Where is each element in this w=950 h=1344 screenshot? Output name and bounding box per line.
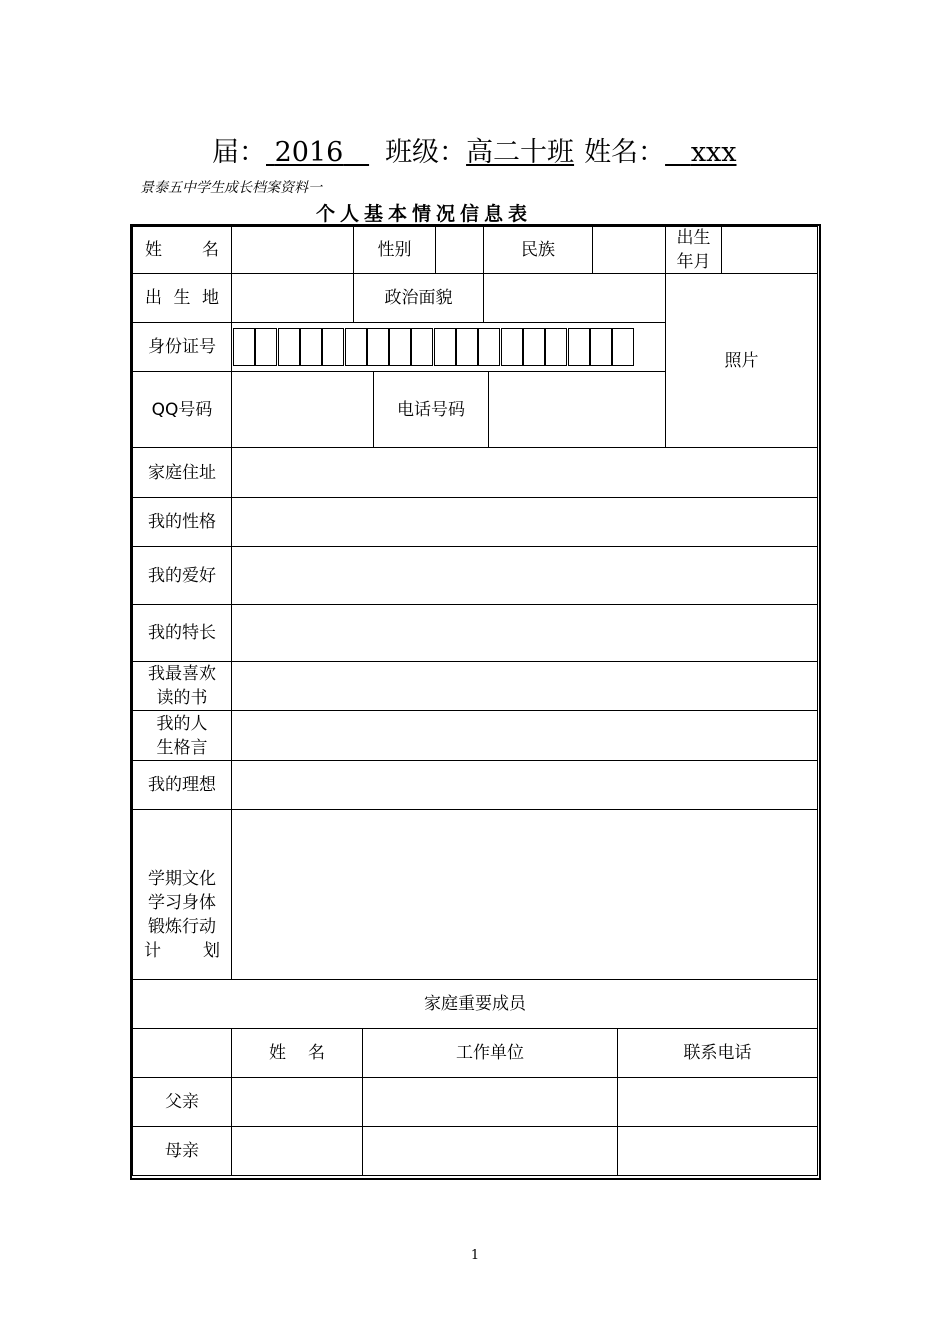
qq-input-cell[interactable] <box>231 371 374 448</box>
grade-value: 2016 <box>274 137 344 168</box>
id-digit-box[interactable] <box>501 328 523 366</box>
id-digit-box[interactable] <box>322 328 344 366</box>
hobby-label-cell: 我的爱好 <box>132 546 232 605</box>
specialty-input-cell[interactable] <box>231 604 818 662</box>
family-col-name: 姓 名 <box>231 1028 363 1078</box>
birth-date-label-cell: 出生 年月 <box>665 226 722 274</box>
id-digit-box[interactable] <box>545 328 567 366</box>
family-col-phone: 联系电话 <box>617 1028 818 1078</box>
personality-input-cell[interactable] <box>231 497 818 547</box>
political-label-cell: 政治面貌 <box>353 273 484 323</box>
semester-plan-input-cell[interactable] <box>231 809 818 980</box>
name-value: xxx <box>690 137 737 168</box>
family-col-work: 工作单位 <box>362 1028 618 1078</box>
father-work-input[interactable] <box>362 1077 618 1127</box>
id-digit-box[interactable] <box>233 328 255 366</box>
motto-input-cell[interactable] <box>231 710 818 761</box>
semester-plan-label-cell: 学期文化 学习身体 锻炼行动 计 划 <box>132 809 232 980</box>
ethnicity-label-cell: 民族 <box>483 226 593 274</box>
hobby-input-cell[interactable] <box>231 546 818 605</box>
id-digit-box[interactable] <box>367 328 389 366</box>
ethnicity-input-cell[interactable] <box>592 226 666 274</box>
family-section-title: 家庭重要成员 <box>132 979 818 1029</box>
name-label: 姓名： <box>584 137 666 168</box>
birthplace-label-cell: 出 生 地 <box>132 273 232 323</box>
mother-phone-input[interactable] <box>617 1126 818 1176</box>
class-value: 高二十班 <box>466 137 575 168</box>
political-input-cell[interactable] <box>483 273 666 323</box>
address-label-cell: 家庭住址 <box>132 447 232 498</box>
ideal-input-cell[interactable] <box>231 760 818 810</box>
id-digit-box[interactable] <box>612 328 634 366</box>
gender-input-cell[interactable] <box>435 226 484 274</box>
photo-cell: 照片 <box>665 273 818 448</box>
id-digit-box[interactable] <box>523 328 545 366</box>
father-phone-input[interactable] <box>617 1077 818 1127</box>
school-title: 景泰五中学生成长档案资料一 <box>140 180 322 196</box>
qq-label-cell: QQ号码 <box>132 371 232 448</box>
birth-date-input-cell[interactable] <box>721 226 818 274</box>
mother-name-input[interactable] <box>231 1126 363 1176</box>
mother-label-cell: 母亲 <box>132 1126 232 1176</box>
id-digit-box[interactable] <box>568 328 590 366</box>
father-label-cell: 父亲 <box>132 1077 232 1127</box>
gender-label-cell: 性别 <box>353 226 436 274</box>
name-label-cell: 姓 名 <box>132 226 232 274</box>
specialty-label-cell: 我的特长 <box>132 604 232 662</box>
archive-header <box>212 130 737 169</box>
mother-work-input[interactable] <box>362 1126 618 1176</box>
id-digit-box[interactable] <box>478 328 500 366</box>
id-digit-box[interactable] <box>255 328 277 366</box>
id-digit-box[interactable] <box>389 328 411 366</box>
page-number: 1 <box>470 1248 480 1263</box>
id-number-label-cell: 身份证号 <box>132 322 232 372</box>
id-digit-box[interactable] <box>278 328 300 366</box>
father-name-input[interactable] <box>231 1077 363 1127</box>
id-digit-box[interactable] <box>434 328 456 366</box>
phone-label-cell: 电话号码 <box>373 371 489 448</box>
phone-input-cell[interactable] <box>488 371 666 448</box>
id-digit-box[interactable] <box>345 328 367 366</box>
family-header-blank-cell <box>132 1028 232 1078</box>
name-input-cell[interactable] <box>231 226 354 274</box>
id-digit-box[interactable] <box>300 328 322 366</box>
form-title: 个人基本情况信息表 <box>316 203 533 225</box>
favorite-book-label-cell: 我最喜欢 读的书 <box>132 661 232 711</box>
ideal-label-cell: 我的理想 <box>132 760 232 810</box>
id-digit-box[interactable] <box>456 328 478 366</box>
grade-label: 届： <box>212 137 266 168</box>
favorite-book-input-cell[interactable] <box>231 661 818 711</box>
birthplace-input-cell[interactable] <box>231 273 354 323</box>
id-digit-box[interactable] <box>590 328 612 366</box>
address-input-cell[interactable] <box>231 447 818 498</box>
personality-label-cell: 我的性格 <box>132 497 232 547</box>
id-digit-box[interactable] <box>411 328 433 366</box>
motto-label-cell: 我的人 生格言 <box>132 710 232 761</box>
class-label: 班级： <box>385 137 467 168</box>
